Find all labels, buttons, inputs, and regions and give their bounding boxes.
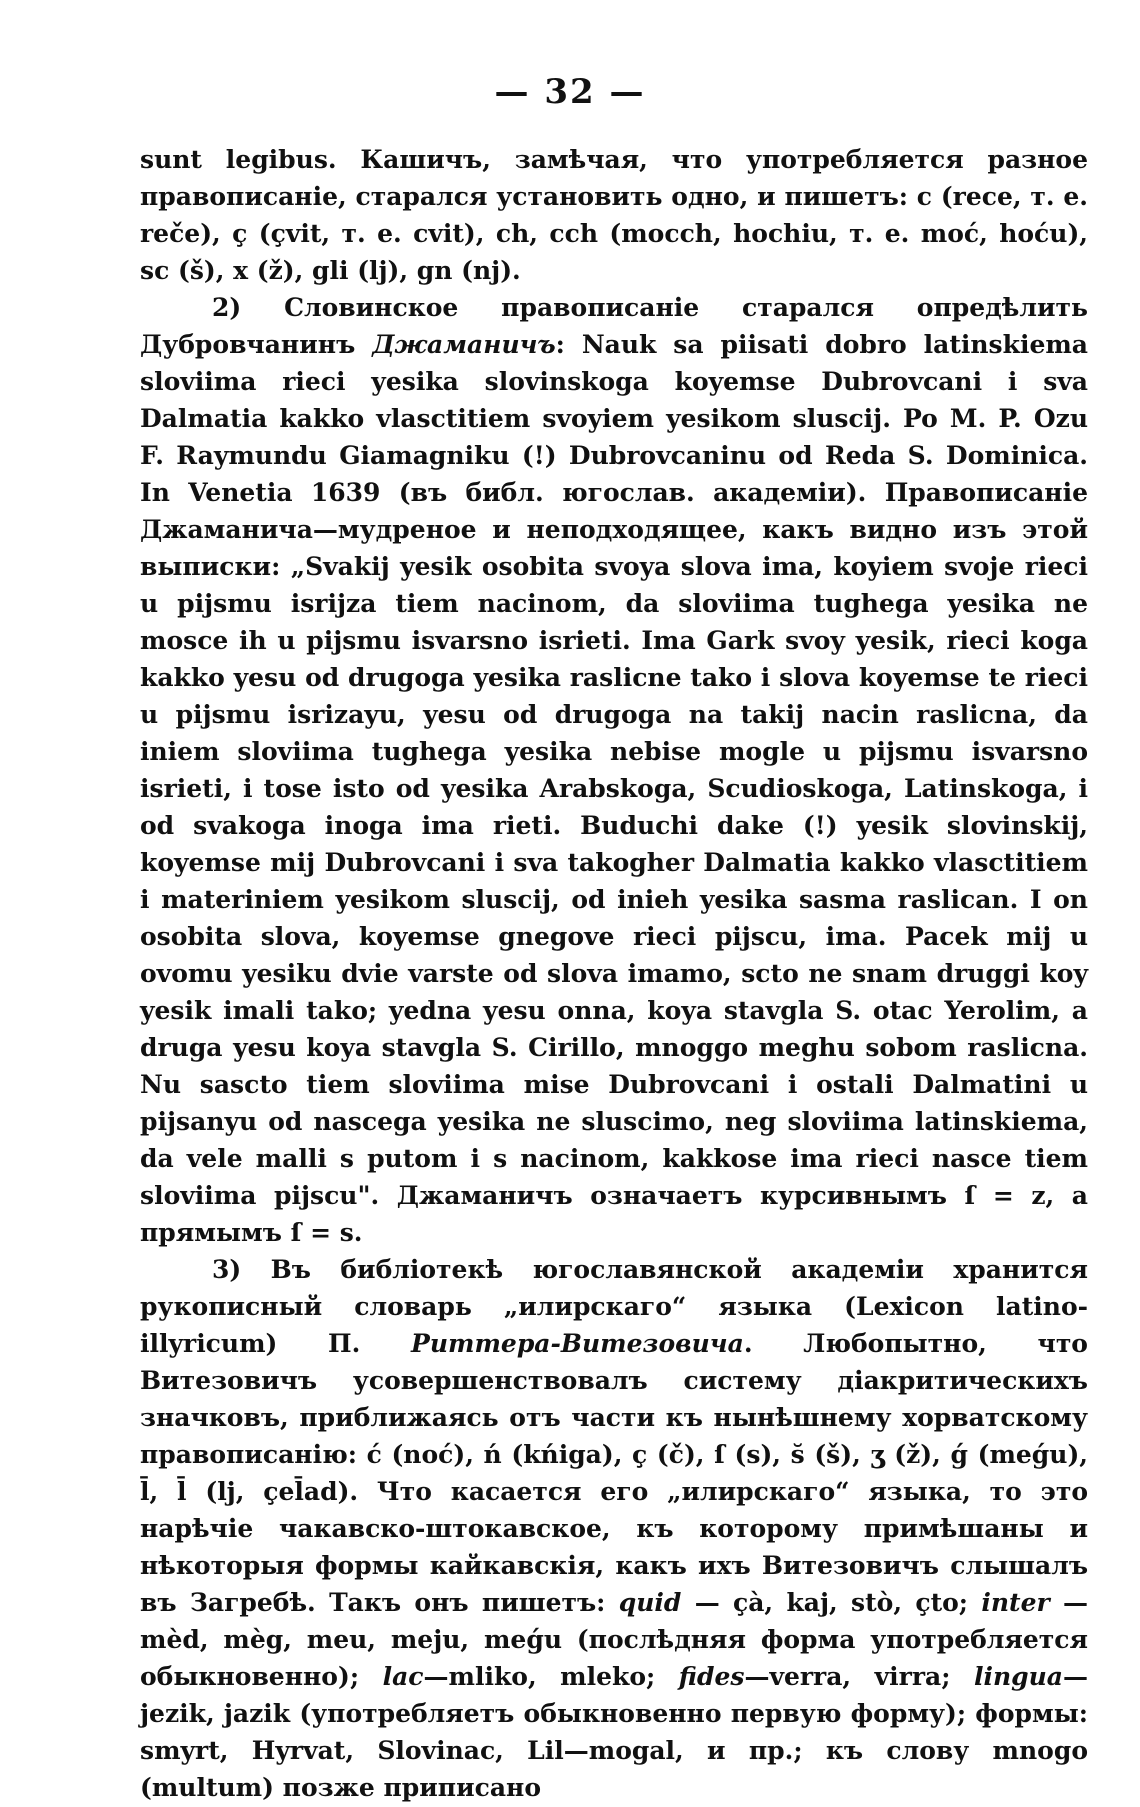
italic-text: inter: [981, 1588, 1050, 1617]
paragraph-text: —mliko, mleko;: [423, 1662, 679, 1691]
paragraph-p1: [140, 289, 1088, 1251]
paragraph-text: — çà, kaj, stò, çto;: [681, 1588, 982, 1617]
paragraph-text: 2) Словинское правописаніе старался опредѣлить Дубровчанинъ: [140, 293, 1088, 359]
paragraph-text: . Любопытно, что Витезовичъ усовершенствовалъ систему діакритическихъ значковъ, приближаясь отъ части къ нынѣшнему хорватскому правописанію: ć (noć), ń (kńiga), ç (č), ſ (s), s̆ (š), ʒ (ž), ǵ (meǵu), l̄, l̄ (lj, çel̄ad). Что касается его „илирскаго“ языка, то это нарѣчіе чакавско-штокавское, къ которому примѣшаны и нѣкоторыя формы кайкавскія, какъ ихъ Витезовичъ слышалъ въ Загребѣ. Такъ онъ пишетъ:: [140, 1329, 1088, 1617]
paragraph-p0: [140, 141, 1088, 289]
body-text: [140, 141, 1088, 1806]
italic-text: fides: [678, 1662, 745, 1691]
italic-text: lingua: [973, 1662, 1063, 1691]
italic-text: Джаманичъ: [372, 330, 556, 359]
page-number: — 32 —: [494, 72, 646, 112]
italic-text: quid: [618, 1588, 682, 1617]
italic-text: lac: [382, 1662, 424, 1691]
paragraph-text: — mèd, mèg, meu, meju, meǵu (послѣдняя форма употребляется обыкновенно);: [140, 1588, 1088, 1691]
paragraph-text: sunt legibus. Кашичъ, замѣчая, что употребляется разное правописаніе, старался установить одно, и пишетъ: c (rece, т. е. reče), ç (çvit, т. е. cvit), ch, cch (mocch, hochiu, т. е. moć, hoću), sc (š), x (ž), gli (lj), gn (nj).: [140, 145, 1088, 285]
paragraph-text: : Nauk sa piisati dobro latinskiema sloviima rieci yesika slovinskoga koyemse Dubrovcani i sva Dalmatia kakko vlasctitiem svoyiem yesikom slusciј. Po M. P. Ozu F. Raymundu Giamagniku (!) Dubrovcaninu od Reda S. Dominica. In Venetia 1639 (въ библ. югослав. академіи). Правописаніе Джаманича—мудреное и неподходящее, какъ видно изъ этой выписки: „Svakij yesik osobita svoya slova ima, koyiem svoje rieci u pijsmu isrijza tiem nacinom, da sloviima tughega yesika ne mosce ih u pijsmu isvarsno isrieti. Ima Gark svoy yesik, rieci koga kakko yesu od drugoga yesika raslicne tako i slova koyemse te rieci u pijsmu isrizayu, yesu od drugoga na takij nacin raslicna, da iniem sloviima tughega yesika nebise mogle u pijsmu isvarsno isrieti, i tose isto od yesika Arabskoga, Scudioskoga, Latinskoga, i od svakoga inoga ima rieti. Buduchi dake (!) yesik slovinskij, koyemse mij Dubrovcani i sva takogher Dalmatia kakko vlasctitiem i materiniem yesikom slusciј, od inieh yesika sasma raslican. I on osobita slova, koyemse gnegove rieci pijscu, ima. Pacek mij u ovomu yesiku dvie varste od slova imamo, scto ne snam druggi koy yesik imali tako; yedna yesu onna, koya stavgla S. otac Yerolim, a druga yesu koya stavgla S. Cirillo, mnoggo meghu sobom raslicna. Nu sascto tiem sloviima mise Dubrovcani i ostali Dalmatini u pijsanyu od nascega yesika ne sluscimo, neg sloviima latinskiema, da vele malli s putom i s nacinom, kakkose ima rieci nasce tiem sloviima pijscu". Джаманичъ означаетъ курсивнымъ ſ = z, а прямымъ ſ = s.: [140, 330, 1089, 1247]
paragraph-p2: [140, 1251, 1088, 1806]
italic-text: Риттера-Витезовича: [411, 1329, 744, 1358]
paragraph-text: —verra, virra;: [744, 1662, 974, 1691]
paragraph-text: —jezik, jazik (употребляетъ обыкновенно первую форму); формы: smyrt, Hyrvat, Slovinac, Lil—mogal, и пр.; къ слову mnogo (multum) позже приписано: [140, 1662, 1088, 1802]
paragraph-text: 3) Въ библіотекѣ югославянской академіи хранится рукописный словарь „илирскаго“ языка (Lexicon latino-illyricum) П.: [140, 1255, 1088, 1358]
